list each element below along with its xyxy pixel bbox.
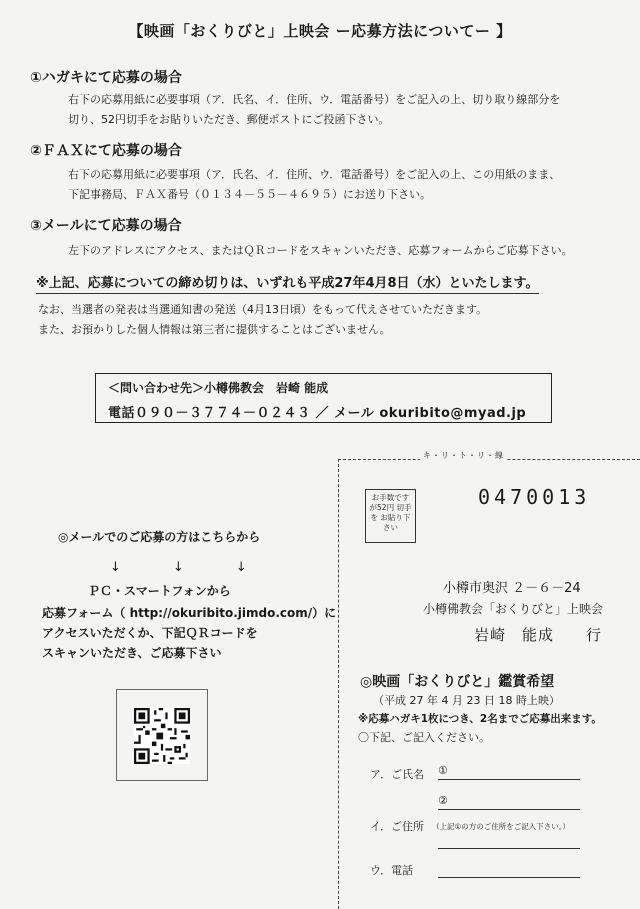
address-line-1: 小樽市奥沢 ２－６－24 (443, 581, 581, 596)
name-2-field[interactable] (438, 809, 580, 810)
name-label: ア．ご氏名 (370, 768, 425, 781)
postal-code: 0470013 (478, 485, 591, 509)
cut-line-label: キ・リ・ト・リ・線 (420, 450, 507, 461)
email-text-1: 左下のアドレスにアクセス、またはＱＲコードをスキャンいただき、応募フォームからご応募下さい。 (68, 244, 573, 257)
name-2-marker: ② (438, 794, 448, 807)
fax-text-1: 右下の応募用紙に必要事項（ア．氏名、イ．住所、ウ．電話番号）をご記入の上、この用紙のまま、 (68, 168, 561, 181)
page-title: 【映画「おくりびと」上映会 ー応募方法についてー 】 (128, 22, 512, 40)
email-guide-line-2[interactable]: 応募フォーム（ http://okuribito.jimdo.com/）に (42, 606, 337, 620)
email-guide-line-4: スキャンいただき、ご応募下さい (42, 646, 222, 660)
postcard-text-1: 右下の応募用紙に必要事項（ア．氏名、イ．住所、ウ．電話番号）をご記入の上、切り取り線部分を (68, 93, 561, 106)
contact-name: ＜問い合わせ先＞小樽佛教会 岩崎 能成 (108, 381, 329, 395)
address-line-3: 岩崎 能成 行 (474, 626, 603, 644)
phone-label: ウ．電話 (370, 864, 414, 877)
notice-2: また、お預かりした個人情報は第三者に提供することはございません。 (38, 323, 391, 336)
fax-text-2: 下記事務局、ＦＡＸ番号（０１３４－５５－４６９５）にお送り下さい。 (68, 188, 431, 201)
contact-details: 電話０９０－３７７４－０２４３ ／ メール okuribito@myad.jp (108, 406, 527, 421)
arrows: ↓ ↓ ↓ (110, 560, 247, 575)
form-title: ◎映画「おくりびと」鑑賞希望 (360, 674, 555, 690)
phone-field[interactable] (438, 877, 580, 878)
postcard-text-2: 切り、52円切手をお貼りいただき、郵便ポストにご投函下さい。 (68, 113, 390, 126)
email-heading: ③メールにて応募の場合 (30, 218, 182, 234)
fax-heading: ②ＦＡＸにて応募の場合 (30, 143, 182, 159)
cut-line-vertical (338, 459, 339, 909)
address-field[interactable] (438, 848, 580, 849)
address-line-2: 小樽佛教会「おくりびと」上映会 (423, 602, 604, 616)
email-guide-heading: ◎メールでのご応募の方はこちらから (58, 530, 261, 544)
name-1-marker: ① (438, 764, 448, 777)
notice-1: なお、当選者の発表は当選通知書の発送（4月13日頃）をもって代えさせていただきます。 (38, 303, 488, 316)
email-guide-line-3: アクセスいただくか、下記ＱＲコードを (42, 626, 258, 640)
qr-code-icon[interactable] (134, 708, 190, 764)
form-date: （平成 27 年 4 月 23 日 18 時上映） (373, 694, 560, 707)
postcard-heading: ①ハガキにて応募の場合 (30, 70, 182, 86)
email-guide-line-1: ＰＣ・スマートフォンから (88, 584, 231, 598)
form-note-1: ※応募ハガキ1枚につき、2名までご応募出来ます。 (358, 713, 602, 725)
form-note-2: 〇下記、ご記入ください。 (358, 731, 490, 744)
address-hint: （上記①の方のご住所をご記入下さい。） (432, 822, 570, 831)
deadline-note: ※上記、応募についての締め切りは、いずれも平成27年4月8日（水）といたします。 (36, 272, 539, 294)
contact-box (95, 373, 552, 423)
address-label: イ．ご住所 (370, 820, 425, 833)
stamp-box: お手数です が52円 切手を お貼り下さい (365, 489, 416, 543)
name-1-field[interactable] (438, 779, 580, 780)
